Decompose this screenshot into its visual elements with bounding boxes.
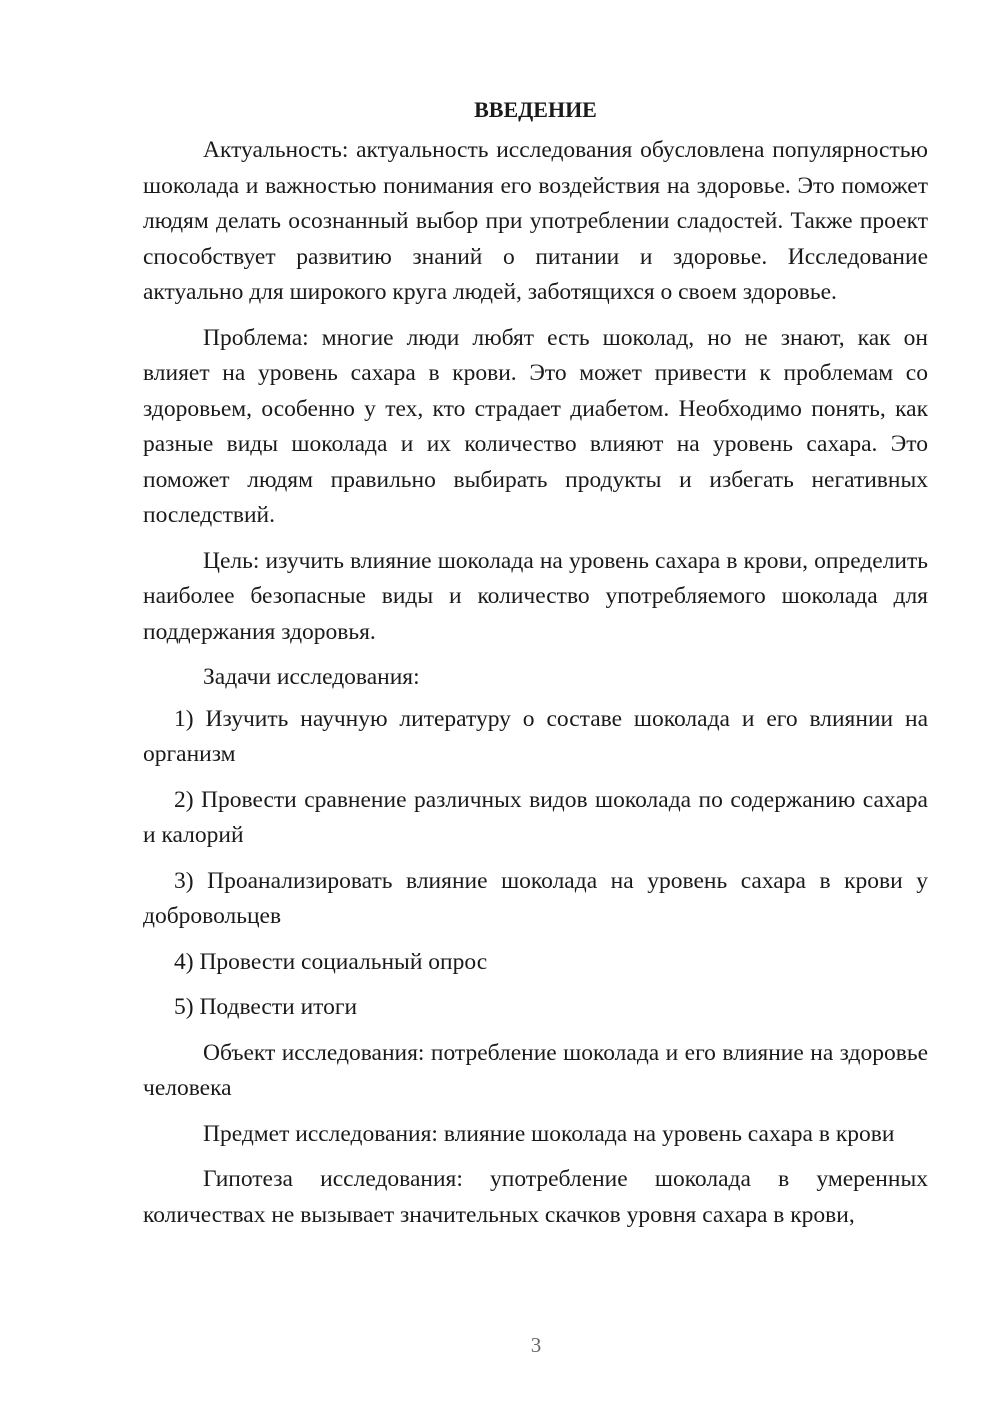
- object-paragraph: Объект исследования: потребление шоколада и его влияние на здоровье человека: [143, 1039, 928, 1101]
- tasks-list: [143, 702, 928, 1026]
- task-item: 1) Изучить научную литературу о составе шоколада и его влиянии на организм: [143, 705, 928, 767]
- relevance-paragraph: Актуальность: актуальность исследования обусловлена популярностью шоколада и важностью понимания его воздействия на здоровье. Это поможет людям делать осознанный выбор при употреблении сладостей. Также проект способствует развитию знаний о питании и здоровье. Исследование актуально для широкого круга людей, заботящихся о своем здоровье.: [143, 137, 928, 305]
- hypothesis-paragraph: Гипотеза исследования: употребление шоколада в умеренных количествах не вызывает значительных скачков уровня сахара в крови,: [143, 1166, 928, 1228]
- document-page: [143, 95, 928, 1243]
- problem-paragraph: Проблема: многие люди любят есть шоколад, но не знают, как он влияет на уровень сахара в крови. Это может привести к проблемам со здоровьем, особенно у тех, кто страдает диабетом. Необходимо понять, как разные виды шоколада и их количество влияют на уровень сахара. Это поможет людям правильно выбирать продукты и избегать негативных последствий.: [143, 324, 928, 528]
- task-item: 2) Провести сравнение различных видов шоколада по содержанию сахара и калорий: [143, 786, 928, 848]
- tasks-heading: Задачи исследования:: [203, 664, 420, 690]
- task-item: 4) Провести социальный опрос: [174, 948, 488, 975]
- task-item: 5) Подвести итоги: [174, 994, 358, 1020]
- page-number: 3: [530, 1333, 542, 1357]
- section-title: ВВЕДЕНИЕ: [474, 97, 597, 122]
- goal-paragraph: Цель: изучить влияние шоколада на уровень сахара в крови, определить наиболее безопасные виды и количество употребляемого шоколада для поддержания здоровья.: [143, 547, 928, 645]
- subject-paragraph: Предмет исследования: влияние шоколада на уровень сахара в крови: [203, 1120, 895, 1147]
- task-item: 3) Проанализировать влияние шоколада на уровень сахара в крови у добровольцев: [143, 867, 928, 929]
